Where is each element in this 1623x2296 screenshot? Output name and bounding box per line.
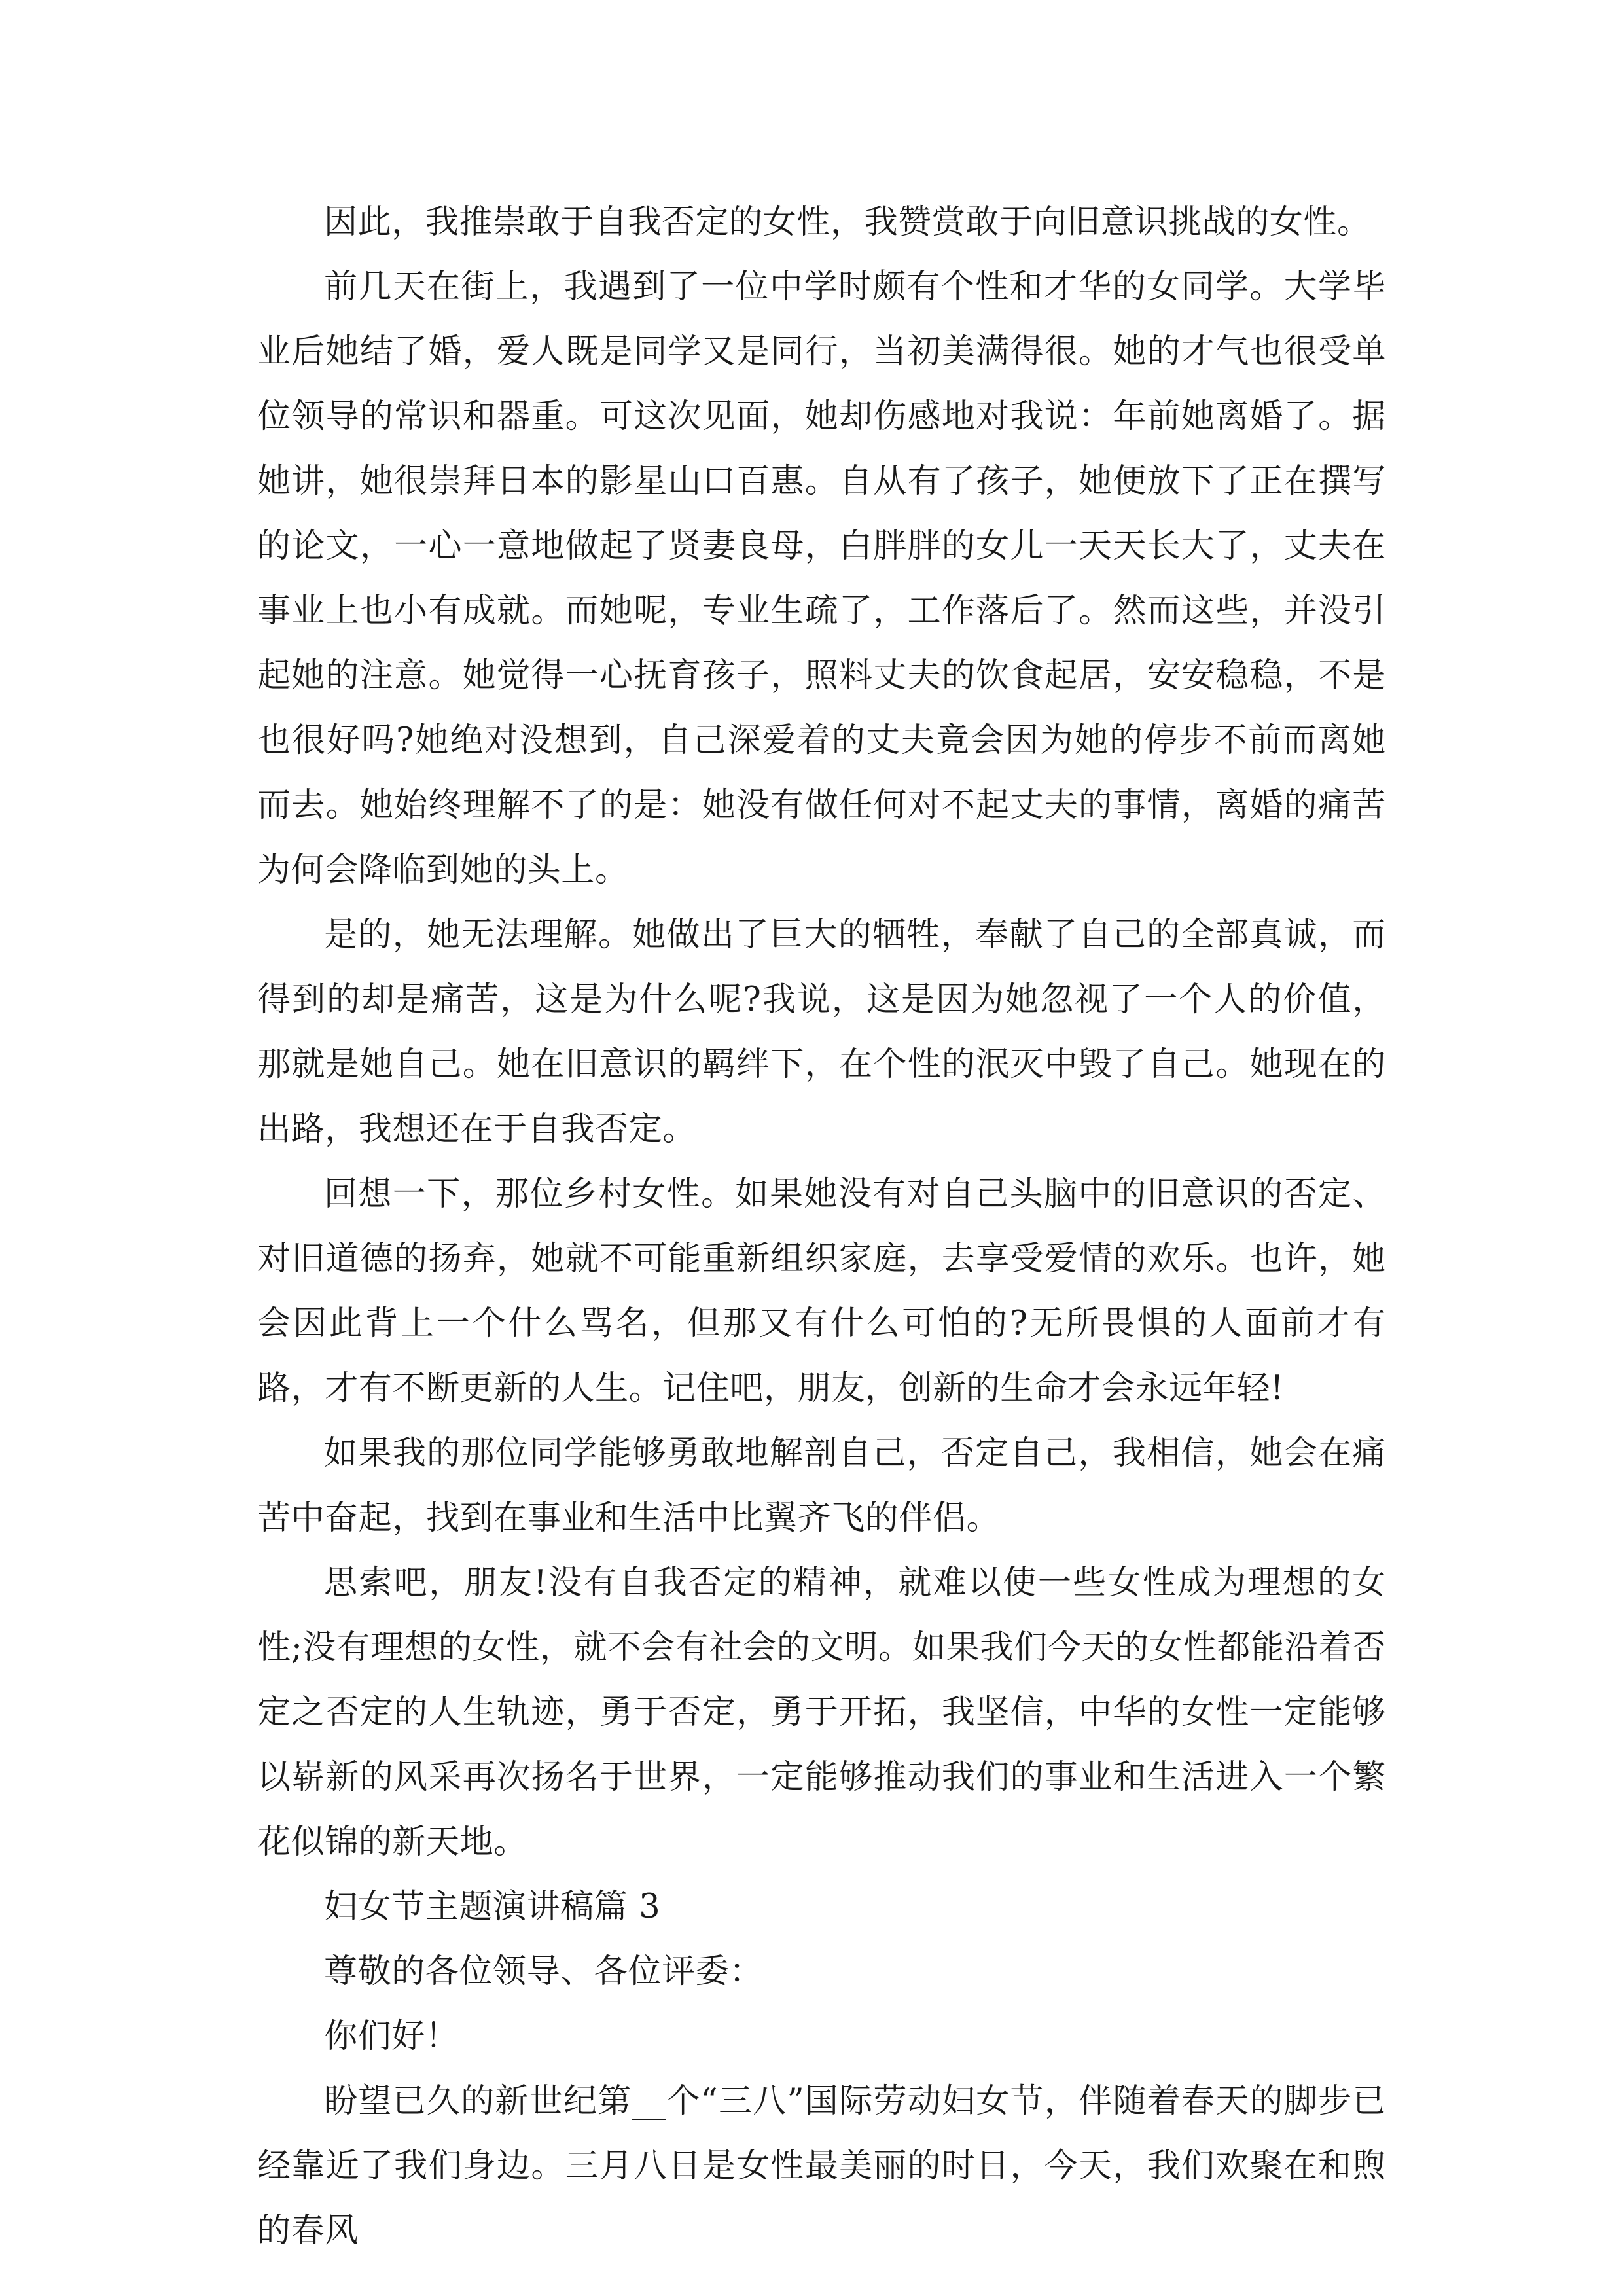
- greeting: 你们好！: [324, 2017, 459, 2056]
- paragraph-1: 因此，我推崇敢于自我否定的女性，我赞赏敢于向旧意识挑战的女性。: [324, 203, 1371, 242]
- paragraph-6: 思索吧，朋友!没有自我否定的精神，就难以使一些女性成为理想的女性;没有理想的女性，就不会有社会的文明。如果我们今天的女性都能沿着否定之否定的人生轨迹，勇于否定，勇于开拓，我坚信，中华的女性一定能够以崭新的风采再次扬名于世界，一定能够推动我们的事业和生活进入一个繁花似锦的新天地。: [257, 1564, 1386, 1861]
- salutation: 尊敬的各位领导、各位评委：: [324, 1952, 763, 1991]
- paragraph-3: 是的，她无法理解。她做出了巨大的牺牲，奉献了自己的全部真诚，而得到的却是痛苦，这是为什么呢?我说，这是因为她忽视了一个人的价值，那就是她自己。她在旧意识的羁绊下，在个性的泯灭中毁了自己。她现在的出路，我想还在于自我否定。: [257, 916, 1386, 1149]
- paragraph-5: 如果我的那位同学能够勇敢地解剖自己，否定自己，我相信，她会在痛苦中奋起，找到在事业和生活中比翼齐飞的伴侣。: [257, 1434, 1386, 1537]
- document-body: [257, 190, 1386, 2263]
- paragraph-10: 盼望已久的新世纪第__个“三八”国际劳动妇女节，伴随着春天的脚步已经靠近了我们身边。三月八日是女性最美丽的时日，今天，我们欢聚在和煦的春风: [257, 2082, 1386, 2250]
- paragraph-2: 前几天在街上，我遇到了一位中学时颇有个性和才华的女同学。大学毕业后她结了婚，爱人既是同学又是同行，当初美满得很。她的才气也很受单位领导的常识和器重。可这次见面，她却伤感地对我说：年前她离婚了。据她讲，她很崇拜日本的影星山口百惠。自从有了孩子，她便放下了正在撰写的论文，一心一意地做起了贤妻良母，白胖胖的女儿一天天长大了，丈夫在事业上也小有成就。而她呢，专业生疏了，工作落后了。然而这些，并没引起她的注意。她觉得一心抚育孩子，照料丈夫的饮食起居，安安稳稳，不是也很好吗?她绝对没想到，自己深爱着的丈夫竟会因为她的停步不前而离她而去。她始终理解不了的是：她没有做任何对不起丈夫的事情，离婚的痛苦为何会降临到她的头上。: [257, 268, 1386, 889]
- paragraph-4: 回想一下，那位乡村女性。如果她没有对自己头脑中的旧意识的否定、对旧道德的扬弃，她就不可能重新组织家庭，去享受爱情的欢乐。也许，她会因此背上一个什么骂名，但那又有什么可怕的?无所畏惧的人面前才有路，才有不断更新的人生。记住吧，朋友，创新的生命才会永远年轻!: [257, 1175, 1386, 1408]
- section-heading: 妇女节主题演讲稿篇 3: [324, 1888, 661, 1926]
